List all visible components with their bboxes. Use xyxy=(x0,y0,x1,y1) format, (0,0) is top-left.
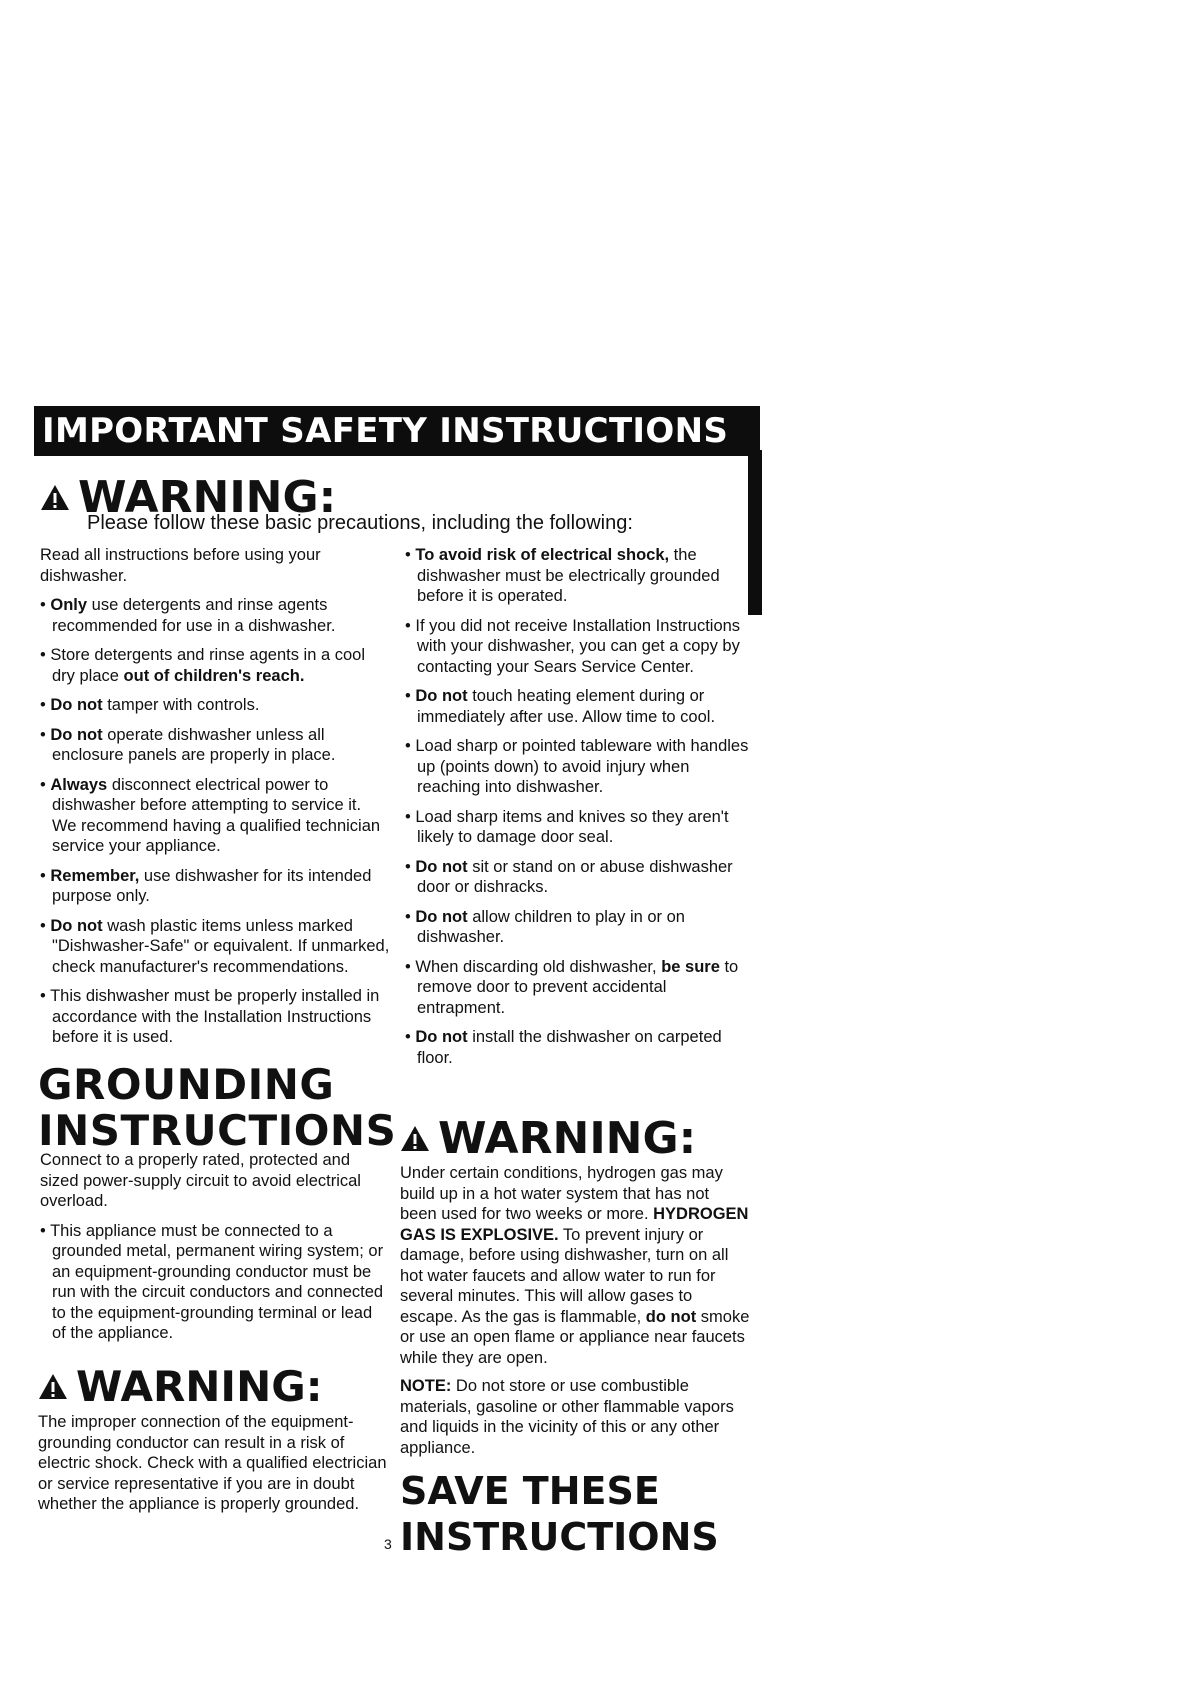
page-number: 3 xyxy=(384,1536,392,1552)
list-item: • Load sharp items and knives so they aren't likely to damage door seal. xyxy=(405,807,729,846)
note-paragraph: NOTE: Do not store or use combustible materials, gasoline or other flammable vapors and liquids in the vicinity of this or any other appliance. xyxy=(400,1377,734,1457)
grounding-body xyxy=(40,1150,390,1353)
right-column xyxy=(405,545,750,1077)
hydrogen-paragraph: Under certain conditions, hydrogen gas may build up in a hot water system that has not been used for two weeks or more. HYDROGEN GAS IS EXPLOSIVE. To prevent injury or damage, before using dishwasher, turn on all hot water faucets and allow water to run for several minutes. This will allow gases to escape. As the gas is flammable, do not smoke or use an open flame or appliance near faucets while they are open. xyxy=(400,1164,750,1367)
list-item: • Do not allow children to play in or on dishwasher. xyxy=(405,907,685,946)
side-tab-marker xyxy=(748,450,762,615)
list-item: • Load sharp or pointed tableware with handles up (points down) to avoid injury when reaching into dishwasher. xyxy=(405,737,749,796)
list-item: • Do not operate dishwasher unless all enclosure panels are properly in place. xyxy=(40,725,336,764)
list-item: • To avoid risk of electrical shock, the dishwasher must be electrically grounded before it is operated. xyxy=(405,546,720,605)
grounding-warning-text: The improper connection of the equipment-grounding conductor can result in a risk of electric shock. Check with a qualified electrician or service representative if you are in doubt whether the appliance is properly grounded. xyxy=(38,1413,387,1513)
list-item: • When discarding old dishwasher, be sure to remove door to prevent accidental entrapment. xyxy=(405,957,739,1017)
warning-label: WARNING: xyxy=(438,1113,697,1164)
page-title: IMPORTANT SAFETY INSTRUCTIONS xyxy=(42,411,729,451)
warning-label: WARNING: xyxy=(76,1362,323,1411)
left-column xyxy=(40,545,390,1057)
list-item: • Do not wash plastic items unless marked "Dishwasher-Safe" or equivalent. If unmarked, check manufacturer's recommendations. xyxy=(40,916,390,976)
list-item: • Do not tamper with controls. xyxy=(40,696,260,714)
list-item: • If you did not receive Installation Instructions with your dishwasher, you can get a copy by contacting your Sears Service Center. xyxy=(405,616,741,676)
warning-heading-grounding xyxy=(38,1362,322,1411)
list-item: Read all instructions before using your dishwasher. xyxy=(40,546,321,585)
warning-intro: Please follow these basic precautions, including the following: xyxy=(87,512,633,534)
section-header-bar xyxy=(34,406,760,456)
hydrogen-warning-text xyxy=(400,1163,750,1466)
list-item: • Do not install the dishwasher on carpeted floor. xyxy=(405,1028,722,1067)
grounding-title: GROUNDING xyxy=(38,1060,335,1109)
warning-triangle-icon xyxy=(400,1125,430,1152)
list-item: • Store detergents and rinse agents in a cool dry place out of children's reach. xyxy=(40,646,365,685)
save-instructions-title: SAVE THESE xyxy=(400,1469,660,1513)
list-item: • This dishwasher must be properly installed in accordance with the Installation Instructions before it is used. xyxy=(40,987,380,1046)
warning-heading-hydrogen xyxy=(400,1113,696,1164)
warning-triangle-icon xyxy=(40,484,70,511)
grounding-title-line2: INSTRUCTIONS xyxy=(38,1106,397,1155)
warning-triangle-icon xyxy=(38,1373,68,1400)
list-item: • Do not sit or stand on or abuse dishwasher door or dishracks. xyxy=(405,857,733,896)
grounding-paragraph: Connect to a properly rated, protected and sized power-supply circuit to avoid electrical overload. xyxy=(40,1151,361,1210)
warning-label: WARNING: xyxy=(78,472,337,523)
list-item: • Only use detergents and rinse agents recommended for use in a dishwasher. xyxy=(40,596,336,635)
list-item: • Always disconnect electrical power to dishwasher before attempting to service it. We recommend having a qualified technician service your appliance. xyxy=(40,775,381,855)
list-item: • Remember, use dishwasher for its intended purpose only. xyxy=(40,866,372,905)
save-instructions-title-line2: INSTRUCTIONS xyxy=(400,1515,719,1559)
list-item: • This appliance must be connected to a grounded metal, permanent wiring system; or an equipment-grounding conductor must be run with the circuit conductors and connected to the equipment-grounding terminal or lead of the appliance. xyxy=(40,1221,384,1342)
list-item: • Do not touch heating element during or immediately after use. Allow time to cool. xyxy=(405,687,716,726)
